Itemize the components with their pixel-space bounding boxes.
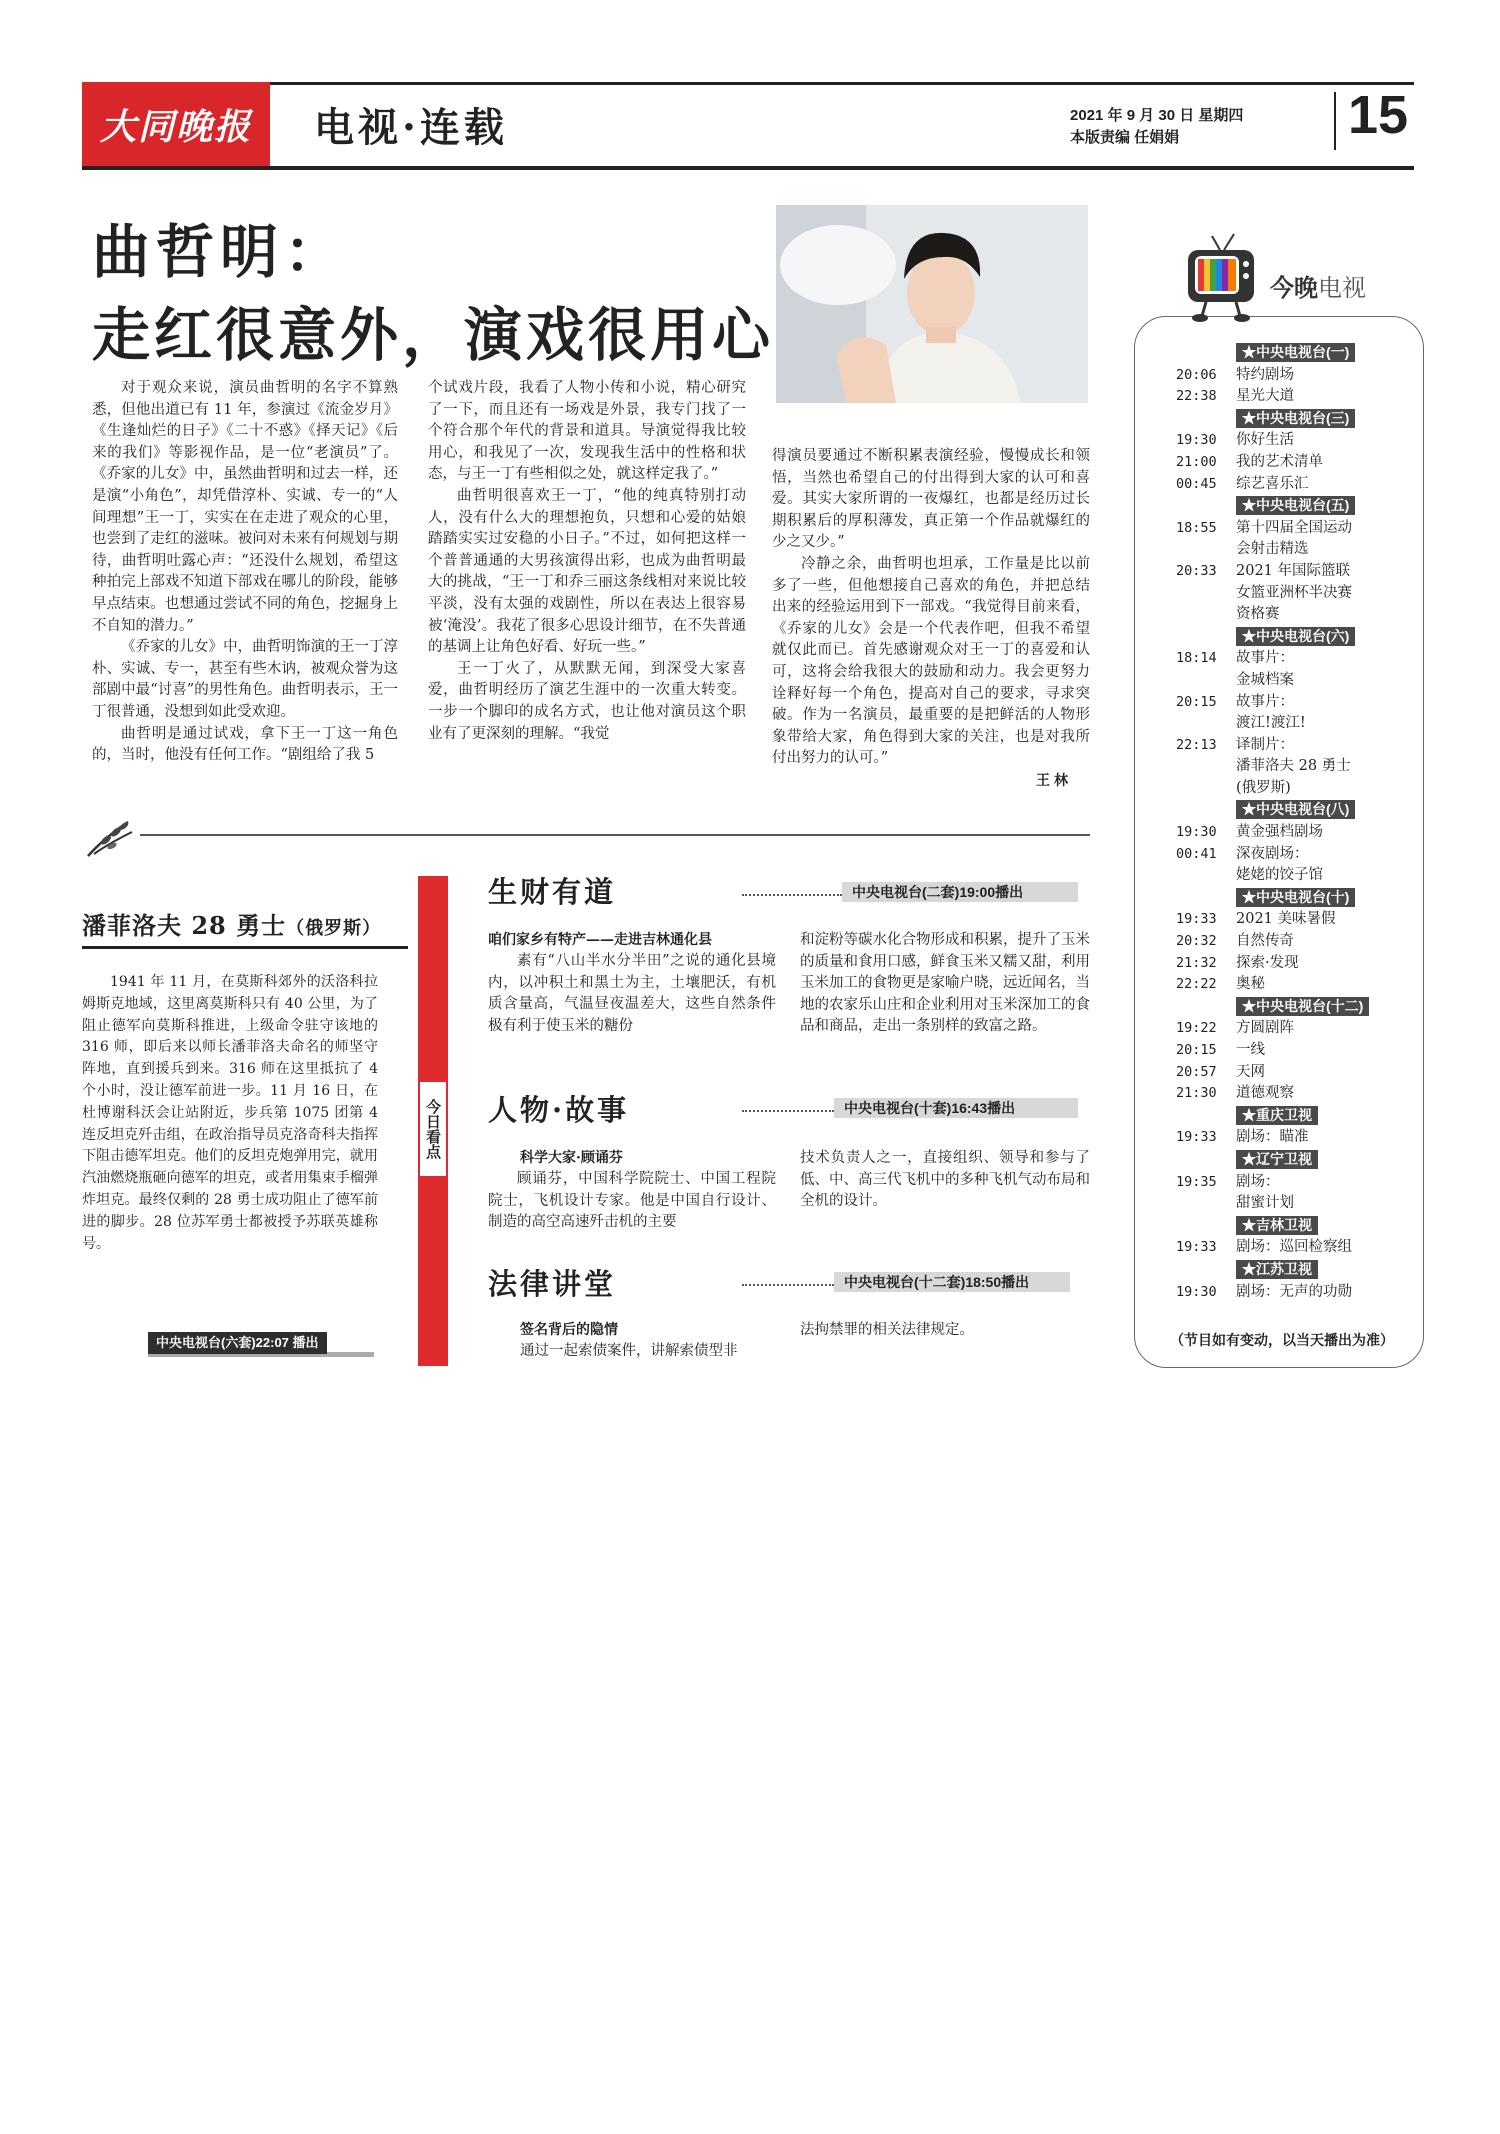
program-description: 通过一起索债案件，讲解索债型非 [520, 1343, 738, 1359]
schedule-row [1176, 1062, 1414, 1084]
schedule-time: 19:35 [1176, 1173, 1217, 1190]
section-title: 电视·连载 [314, 104, 508, 151]
article-paragraph: 个试戏片段，我看了人物小传和小说，精心研究了一下，而且还有一场戏是外景，我专门找了一个符合那个年代的背景和道具。导演觉得我比较用心，和我见了一次，发现我生活中的性格和状态，与王一丁有些相似之处，就这样定我了。” [428, 380, 746, 483]
program-description-continued: 法拘禁罪的相关法律规定。 [800, 1322, 974, 1338]
program-episode-title: 签名背后的隐情 [520, 1322, 618, 1338]
schedule-program: 2021 美味暑假 [1236, 911, 1336, 928]
schedule-program: 自然传奇 [1236, 933, 1294, 950]
program-dotted-rule [742, 1284, 834, 1286]
schedule-program: 渡江!渡江! [1236, 715, 1306, 732]
article-paragraph: 曲哲明很喜欢王一丁，“他的纯真特别打动人，没有什么大的理想抱负，只想和心爱的姑娘踏踏实实过安稳的小日子。”不过，如何把这样一个普普通通的大男孩演得出彩，也成为曲哲明最大的挑战，“王一丁和乔三丽这条线相对来说比较平淡，没有太强的戏剧性，所以在表达上很容易被‘淹没’。我花了很多心思设计细节，在不失普通的基调上让角色好看、好玩一些。” [428, 487, 746, 656]
schedule-time: 20:15 [1176, 693, 1217, 710]
schedule-row [1176, 1040, 1414, 1062]
schedule-row [1176, 865, 1414, 887]
article-paragraph: 对于观众来说，演员曲哲明的名字不算熟悉，但他出道已有 11 年，参演过《流金岁月》《生逢灿烂的日子》《二十不惑》《择天记》《后来的我们》等影视作品，是一位“老演员”了。《乔家的儿女》中，虽然曲哲明和过去一样，还是演“小角色”，却凭借淳朴、实诚、专一的“人间理想”王一丁，实实在在走进了观众的心里，也尝到了走红的滋味。被问对未来有何规划与期待，曲哲明吐露心声：“还没什么规划，希望这种拍完上部戏不知道下部戏在哪儿的阶段，能够早点结束。也想通过尝试不同的角色，挖掘身上不自知的潜力。” [92, 380, 398, 634]
article-paragraph: 得演员要通过不断积累表演经验，慢慢成长和领悟，当然也希望自己的付出得到大家的认可和喜爱。其实大家所谓的一夜爆红，也都是经历过长期积累后的厚积薄发，真正第一个作品就爆红的少之又少。” [772, 448, 1090, 551]
wheat-ornament-icon [84, 816, 138, 860]
schedule-time [1176, 756, 1236, 778]
program-title: 人物·故事 [488, 1093, 630, 1127]
schedule-row [1176, 931, 1414, 953]
schedule-row [1176, 1172, 1414, 1194]
schedule-time [1176, 670, 1236, 692]
schedule-time: 19:33 [1176, 1129, 1217, 1146]
page-number: 15 [1348, 85, 1409, 145]
schedule-program: 特约剧场 [1236, 366, 1294, 383]
film-title-rule [82, 946, 408, 949]
tv-heading-bold: 今晚 [1270, 274, 1318, 302]
channel-label: ★中央电视台(十二) [1236, 997, 1369, 1016]
schedule-row [1176, 1237, 1414, 1259]
schedule-time: 21:00 [1176, 453, 1217, 470]
schedule-program: 甜蜜计划 [1236, 1195, 1294, 1212]
schedule-row [1176, 735, 1414, 757]
program-title: 法律讲堂 [488, 1267, 617, 1301]
schedule-time: 21:30 [1176, 1085, 1217, 1102]
channel-label: ★中央电视台(十) [1236, 888, 1355, 907]
schedule-time [1176, 539, 1236, 561]
schedule-program: 天网 [1236, 1063, 1265, 1080]
masthead [82, 82, 1414, 170]
schedule-row [1176, 756, 1414, 778]
schedule-row [1176, 365, 1414, 387]
article-author: 王林 [1036, 773, 1072, 789]
schedule-program: 故事片： [1236, 650, 1294, 667]
program-description-continued: 技术负责人之一，直接组织、领导和参与了低、中、高三代飞机中的多种飞机气动布局和全机的设计。 [800, 1150, 1090, 1209]
channel-label: ★辽宁卫视 [1236, 1150, 1318, 1169]
tv-schedule [1176, 342, 1414, 1303]
program-description: 素有“八山半水分半田”之说的通化县境内，以冲积土和黑土为主，土壤肥沃，有机质含量高，气温昼夜温差大，这些自然条件极有利于使玉米的糖份 [488, 953, 776, 1034]
article-paragraph: 王一丁火了，从默默无闻，到深受大家喜爱，曲哲明经历了演艺生涯中的一次重大转变。一步一个脚印的成名方式，也让他对演员这个职业有了更深刻的理解。“我觉 [428, 660, 746, 742]
schedule-time: 19:30 [1176, 824, 1217, 841]
schedule-program: 剧场：无声的功勋 [1236, 1283, 1352, 1300]
schedule-time: 00:41 [1176, 845, 1217, 862]
program-description-continued: 和淀粉等碳水化合物形成和积累，提升了玉米的质量和食用口感，鲜食玉米又糯又甜，利用玉米加工的食物更是家喻户晓，远近闻名，当地的农家乐山庄和企业利用对玉米深加工的食品和商品，走出一条别样的致富之路。 [800, 932, 1090, 1034]
schedule-time: 20:06 [1176, 366, 1217, 383]
schedule-program: (俄罗斯) [1236, 779, 1291, 796]
schedule-program: 译制片： [1236, 736, 1294, 753]
program-title: 生财有道 [488, 875, 617, 909]
section-divider [140, 834, 1090, 836]
schedule-row [1176, 518, 1414, 540]
channel-label: ★江苏卫视 [1236, 1260, 1318, 1279]
masthead-divider [1334, 92, 1336, 150]
masthead-bottom-rule [82, 166, 1414, 170]
schedule-row [1176, 1127, 1414, 1149]
program-description: 顾诵芬，中国科学院院士、中国工程院院士，飞机设计专家。他是中国自行设计、制造的高空高速歼击机的主要 [488, 1171, 776, 1230]
schedule-program: 金城档案 [1236, 671, 1294, 688]
schedule-row [1176, 474, 1414, 496]
schedule-program: 黄金强档剧场 [1236, 824, 1323, 841]
channel-label: ★中央电视台(一) [1236, 343, 1355, 362]
channel-label: ★重庆卫视 [1236, 1106, 1318, 1125]
channel-label: ★中央电视台(五) [1236, 496, 1355, 515]
film-title [82, 906, 381, 941]
schedule-time [1176, 604, 1236, 626]
schedule-time: 22:38 [1176, 388, 1217, 405]
schedule-row [1176, 1083, 1414, 1105]
tv-listing-heading [1270, 268, 1366, 303]
schedule-program: 潘菲洛夫 28 勇士 [1236, 758, 1351, 775]
article-column-3 [772, 446, 1090, 770]
page-editor: 本版责编 任娟娟 [1070, 129, 1180, 146]
schedule-program: 第十四届全国运动 [1236, 519, 1352, 536]
schedule-time [1176, 583, 1236, 605]
schedule-program: 资格赛 [1236, 606, 1280, 623]
schedule-program: 故事片： [1236, 693, 1294, 710]
headline-line-1: 曲哲明： [92, 218, 349, 286]
schedule-time: 20:15 [1176, 1042, 1217, 1058]
schedule-row [1176, 1018, 1414, 1040]
schedule-row [1176, 583, 1414, 605]
schedule-time [1176, 713, 1236, 735]
schedule-time: 19:22 [1176, 1020, 1217, 1037]
schedule-row [1176, 1282, 1414, 1304]
schedule-time: 19:30 [1176, 1283, 1217, 1300]
schedule-time: 20:33 [1176, 562, 1217, 579]
today-highlight-label: 今日看点 [418, 1080, 448, 1178]
schedule-program: 女篮亚洲杯半决赛 [1236, 584, 1352, 601]
schedule-time: 20:32 [1176, 933, 1217, 950]
channel-label: ★中央电视台(八) [1236, 800, 1355, 819]
schedule-time [1176, 778, 1236, 800]
schedule-row [1176, 953, 1414, 975]
television-icon [1182, 232, 1260, 324]
schedule-time [1176, 1193, 1236, 1215]
program-text-column [488, 930, 776, 1037]
tv-heading-light: 电视 [1318, 274, 1366, 302]
schedule-row [1176, 713, 1414, 735]
film-title-text: 潘菲洛夫 28 勇士 [82, 911, 287, 940]
schedule-row [1176, 670, 1414, 692]
schedule-row [1176, 539, 1414, 561]
channel-label: ★中央电视台(三) [1236, 409, 1355, 428]
film-airtime: 中央电视台(六套)22:07 播出 [148, 1332, 327, 1354]
schedule-row [1176, 692, 1414, 714]
schedule-row [1176, 909, 1414, 931]
schedule-row [1176, 648, 1414, 670]
schedule-time: 19:30 [1176, 432, 1217, 449]
program-text-column [520, 1320, 776, 1363]
schedule-row [1176, 1193, 1414, 1215]
program-episode-title: 咱们家乡有特产——走进吉林通化县 [488, 932, 712, 948]
schedule-time: 22:13 [1176, 736, 1217, 753]
schedule-program: 2021 年国际篮联 [1236, 562, 1351, 579]
schedule-time [1176, 865, 1236, 887]
article-paragraph: 冷静之余，曲哲明也坦承，工作量是比以前多了一些，但他想接自己喜欢的角色，并把总结出来的经验运用到下一部戏。“我觉得目前来看，《乔家的儿女》会是一个代表作吧，但我不希望就仅此而已。首先感谢观众对王一丁的喜爱和认可，这将会给我很大的鼓励和动力。我会更努力诠释好每一个角色，提高对自己的要求，寻求突破。作为一名演员，最重要的是把鲜活的人物形象带给大家，角色得到大家的关注，也是对我所付出努力的认可。” [772, 555, 1090, 767]
schedule-row [1176, 974, 1414, 996]
schedule-time: 18:55 [1176, 519, 1217, 536]
film-synopsis [82, 972, 378, 1255]
schedule-row [1176, 386, 1414, 408]
program-episode-title: 科学大家·顾诵芬 [520, 1150, 623, 1166]
schedule-row [1176, 452, 1414, 474]
schedule-time: 19:33 [1176, 1239, 1217, 1256]
schedule-program: 姥姥的饺子馆 [1236, 867, 1323, 884]
schedule-program: 你好生活 [1236, 432, 1294, 449]
schedule-program: 深夜剧场： [1236, 845, 1309, 862]
program-dotted-rule [742, 1110, 834, 1112]
schedule-program: 道德观察 [1236, 1085, 1294, 1102]
article-paragraph: 曲哲明是通过试戏，拿下王一丁这一角色的，当时，他没有任何工作。“剧组给了我 5 [92, 725, 398, 764]
article-column-2 [428, 378, 746, 745]
schedule-time: 00:45 [1176, 475, 1217, 492]
channel-label: ★中央电视台(六) [1236, 627, 1355, 646]
schedule-row [1176, 561, 1414, 583]
actor-portrait-illustration [776, 205, 1088, 403]
program-airtime: 中央电视台(十二套)18:50播出 [834, 1272, 1070, 1292]
schedule-time: 22:22 [1176, 976, 1217, 993]
schedule-program: 探索·发现 [1236, 954, 1299, 971]
schedule-row [1176, 430, 1414, 452]
schedule-program: 剧场：巡回检察组 [1236, 1239, 1352, 1256]
program-airtime: 中央电视台(十套)16:43播出 [834, 1098, 1078, 1118]
schedule-program: 剧场：瞄准 [1236, 1129, 1309, 1146]
headline-line-2: 走红很意外，演戏很用心 [92, 301, 775, 369]
schedule-time: 18:14 [1176, 650, 1217, 667]
program-airtime: 中央电视台(二套)19:00播出 [842, 882, 1078, 902]
masthead-top-rule [82, 82, 1414, 85]
newspaper-logo: 大同晚报 [82, 82, 270, 166]
article-column-1 [92, 378, 398, 767]
schedule-program: 我的艺术清单 [1236, 453, 1323, 470]
schedule-time: 21:32 [1176, 954, 1217, 971]
program-text-column [488, 1148, 776, 1234]
schedule-program: 星光大道 [1236, 388, 1294, 405]
issue-date: 2021 年 9 月 30 日 星期四 [1070, 107, 1244, 124]
schedule-row [1176, 822, 1414, 844]
schedule-program: 奥秘 [1236, 976, 1265, 993]
schedule-row [1176, 778, 1414, 800]
schedule-program: 剧场： [1236, 1173, 1280, 1190]
schedule-time: 19:33 [1176, 911, 1217, 928]
actor-photo [776, 205, 1088, 403]
article-paragraph: 《乔家的儿女》中，曲哲明饰演的王一丁淳朴、实诚、专一，甚至有些木讷，被观众誉为这部剧中最“讨喜”的男性角色。曲哲明表示，王一丁很普通，没想到如此受欢迎。 [92, 639, 398, 720]
program-dotted-rule [742, 894, 842, 896]
schedule-program: 综艺喜乐汇 [1236, 475, 1309, 492]
schedule-row [1176, 844, 1414, 866]
schedule-program: 一线 [1236, 1042, 1265, 1058]
schedule-row [1176, 604, 1414, 626]
schedule-time: 20:57 [1176, 1063, 1217, 1080]
tv-schedule-note: （节目如有变动，以当天播出为准） [1170, 1333, 1394, 1349]
schedule-program: 方圆剧阵 [1236, 1020, 1294, 1037]
schedule-program: 会射击精选 [1236, 541, 1309, 558]
film-synopsis-text: 1941 年 11 月，在莫斯科郊外的沃洛科拉姆斯克地域，这里离莫斯科只有 40 公里，为了阻止德军向莫斯科推进，上级命令驻守该地的 316 师，即后来以师长潘菲洛夫命名的师坚守阵地，直到援兵到来。316 师在这里抵抗了 4 个小时，没让德军前进一步。11 月 16 日，在杜博谢科沃会让站附近，步兵第 1075 团第 4 连反坦克歼击组，在政治指导员克洛奇科夫指挥下阻击德军坦克。他们的反坦克炮弹用完，就用汽油燃烧瓶砸向德军的坦克，或者用集束手榴弹炸坦克。最终仅剩的 28 勇士成功阻止了德军前进的脚步。28 位苏军勇士都被授予苏联英雄称号。 [82, 974, 378, 1252]
film-title-country: （俄罗斯） [286, 918, 382, 939]
channel-label: ★吉林卫视 [1236, 1216, 1318, 1235]
